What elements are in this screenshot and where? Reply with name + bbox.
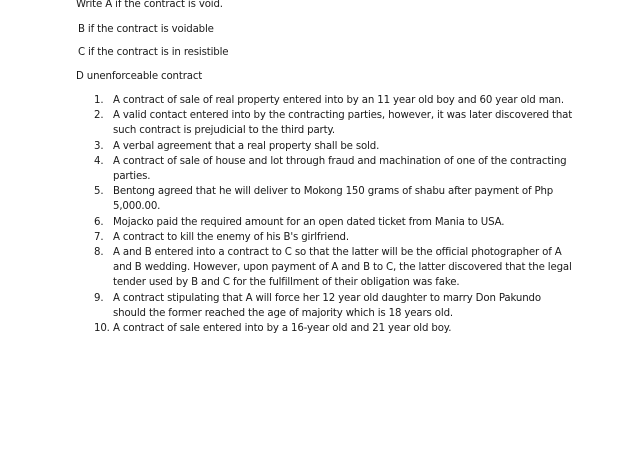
list-item <box>94 154 574 184</box>
list-item <box>94 245 574 291</box>
item-number: 4. <box>94 155 104 167</box>
item-text: A valid contact entered into by the contracting parties, however, it was later discovered that such contract is prejudicial to the third party. <box>113 110 573 137</box>
instruction-line-a: Write A if the contract is void. <box>76 0 223 10</box>
instruction-line-b: B if the contract is voidable <box>78 24 214 35</box>
item-text: A contract of sale entered into by a 16-year old and 21 year old boy. <box>113 323 452 335</box>
list-item <box>94 230 574 245</box>
question-list <box>94 93 574 336</box>
item-number: 7. <box>94 231 104 243</box>
list-item <box>94 184 574 214</box>
item-text: A contract of sale of house and lot through fraud and machination of one of the contracting parties. <box>113 155 567 183</box>
item-text: A and B entered into a contract to C so that the latter will be the official photographer of A and B wedding. However, upon payment of A and B to C, the latter discovered that the legal tender used by B and C for the fulfillment of their obligation was fake. <box>113 247 572 289</box>
item-number: 8. <box>94 247 104 259</box>
list-item <box>94 291 574 321</box>
item-text: A verbal agreement that a real property shall be sold. <box>113 140 380 152</box>
item-number: 3. <box>94 140 104 152</box>
instruction-line-c: C if the contract is in resistible <box>78 47 229 58</box>
list-item <box>94 139 574 154</box>
item-number: 6. <box>94 216 104 228</box>
list-item <box>94 93 574 108</box>
item-number: 10. <box>94 323 110 335</box>
item-number: 2. <box>94 110 104 122</box>
item-number: 9. <box>94 292 104 304</box>
item-text: Bentong agreed that he will deliver to Mokong 150 grams of shabu after payment of Php 5,000.00. <box>113 186 554 213</box>
list-item <box>94 321 574 336</box>
item-text: A contract to kill the enemy of his B's girlfriend. <box>113 231 349 243</box>
item-text: A contract stipulating that A will force her 12 year old daughter to marry Don Pakundo should the former reached the age of majority which is 18 years old. <box>113 292 541 319</box>
list-item <box>94 108 574 138</box>
item-text: Mojacko paid the required amount for an open dated ticket from Mania to USA. <box>113 216 505 228</box>
item-number: 1. <box>94 95 104 106</box>
instruction-line-d: D unenforceable contract <box>76 71 203 82</box>
list-item <box>94 215 574 230</box>
item-number: 5. <box>94 186 104 198</box>
item-text: A contract of sale of real property entered into by an 11 year old boy and 60 year old man. <box>113 95 564 106</box>
